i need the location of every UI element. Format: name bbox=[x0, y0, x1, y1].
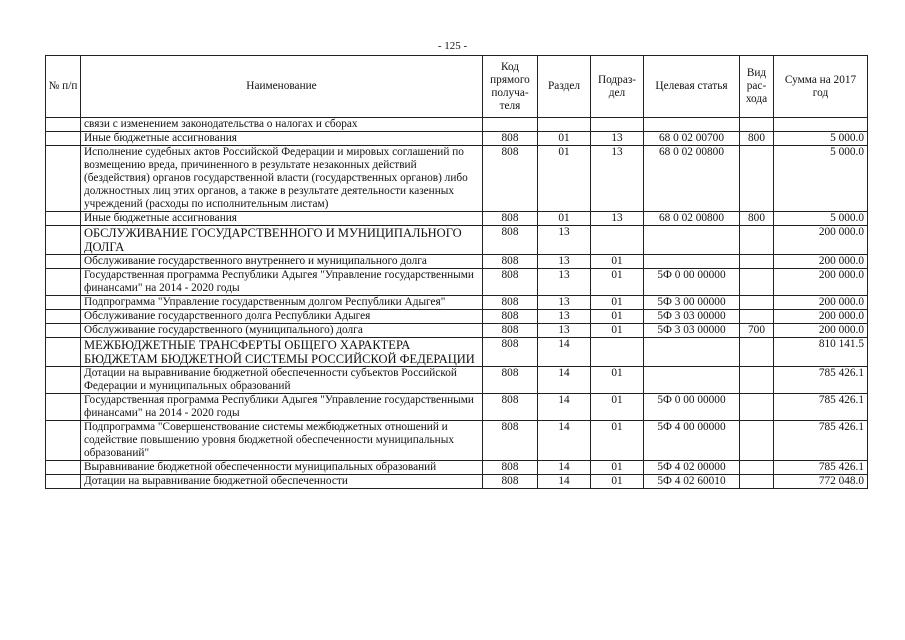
cell-num bbox=[46, 394, 81, 421]
header-num: № п/п bbox=[46, 56, 81, 118]
cell-razdel bbox=[538, 118, 591, 132]
cell-podrazdel bbox=[591, 226, 644, 255]
header-article: Целевая статья bbox=[644, 56, 740, 118]
cell-code: 808 bbox=[483, 367, 538, 394]
cell-article bbox=[644, 255, 740, 269]
cell-vid bbox=[740, 118, 774, 132]
table-row bbox=[46, 367, 868, 394]
cell-podrazdel: 01 bbox=[591, 475, 644, 489]
cell-article: 5Ф 4 00 00000 bbox=[644, 421, 740, 461]
cell-sum: 785 426.1 bbox=[774, 394, 868, 421]
header-vid: Вид рас-хода bbox=[740, 56, 774, 118]
cell-podrazdel bbox=[591, 338, 644, 367]
cell-podrazdel: 01 bbox=[591, 461, 644, 475]
cell-name: Дотации на выравнивание бюджетной обеспеченности bbox=[81, 475, 483, 489]
cell-podrazdel: 01 bbox=[591, 255, 644, 269]
cell-num bbox=[46, 475, 81, 489]
cell-sum: 5 000.0 bbox=[774, 212, 868, 226]
table-row bbox=[46, 324, 868, 338]
cell-num bbox=[46, 118, 81, 132]
cell-vid: 800 bbox=[740, 212, 774, 226]
section-row bbox=[46, 338, 868, 367]
header-sum: Сумма на 2017 год bbox=[774, 56, 868, 118]
cell-code: 808 bbox=[483, 296, 538, 310]
cell-vid bbox=[740, 421, 774, 461]
cell-code bbox=[483, 118, 538, 132]
cell-vid bbox=[740, 310, 774, 324]
cell-num bbox=[46, 146, 81, 212]
table-row bbox=[46, 461, 868, 475]
cell-podrazdel bbox=[591, 118, 644, 132]
cell-sum: 785 426.1 bbox=[774, 461, 868, 475]
cell-razdel: 13 bbox=[538, 226, 591, 255]
cell-razdel: 14 bbox=[538, 475, 591, 489]
cell-article: 5Ф 4 02 60010 bbox=[644, 475, 740, 489]
cell-vid bbox=[740, 296, 774, 310]
cell-sum: 810 141.5 bbox=[774, 338, 868, 367]
cell-sum: 785 426.1 bbox=[774, 367, 868, 394]
cell-article: 5Ф 3 03 00000 bbox=[644, 310, 740, 324]
cell-podrazdel: 01 bbox=[591, 310, 644, 324]
cell-article bbox=[644, 338, 740, 367]
cell-num bbox=[46, 461, 81, 475]
cell-podrazdel: 13 bbox=[591, 132, 644, 146]
cell-vid bbox=[740, 475, 774, 489]
cell-name: Иные бюджетные ассигнования bbox=[81, 132, 483, 146]
header-podrazdel: Подраз-дел bbox=[591, 56, 644, 118]
cell-vid: 800 bbox=[740, 132, 774, 146]
cell-vid bbox=[740, 338, 774, 367]
cell-sum: 785 426.1 bbox=[774, 421, 868, 461]
table-row bbox=[46, 296, 868, 310]
cell-num bbox=[46, 132, 81, 146]
cell-vid bbox=[740, 226, 774, 255]
cell-podrazdel: 01 bbox=[591, 324, 644, 338]
cell-article bbox=[644, 118, 740, 132]
table-row bbox=[46, 212, 868, 226]
cell-article: 5Ф 3 03 00000 bbox=[644, 324, 740, 338]
cell-sum: 200 000.0 bbox=[774, 255, 868, 269]
cell-name: Подпрограмма "Совершенствование системы межбюджетных отношений и содействие повышению уровня бюджетной обеспеченности муниципальных образований" bbox=[81, 421, 483, 461]
cell-razdel: 01 bbox=[538, 132, 591, 146]
table-row bbox=[46, 255, 868, 269]
cell-name: Дотации на выравнивание бюджетной обеспеченности субъектов Российской Федерации и муниципальных образований bbox=[81, 367, 483, 394]
cell-razdel: 01 bbox=[538, 212, 591, 226]
cell-name: Выравнивание бюджетной обеспеченности муниципальных образований bbox=[81, 461, 483, 475]
cell-num bbox=[46, 269, 81, 296]
cell-name: Государственная программа Республики Адыгея "Управление государственными финансами" на 2014 - 2020 годы bbox=[81, 394, 483, 421]
cell-podrazdel: 01 bbox=[591, 269, 644, 296]
cell-razdel: 14 bbox=[538, 461, 591, 475]
cell-sum: 200 000.0 bbox=[774, 310, 868, 324]
cell-sum: 5 000.0 bbox=[774, 146, 868, 212]
cell-article: 5Ф 0 00 00000 bbox=[644, 269, 740, 296]
table-row bbox=[46, 118, 868, 132]
cell-num bbox=[46, 324, 81, 338]
cell-razdel: 13 bbox=[538, 310, 591, 324]
table-row bbox=[46, 132, 868, 146]
cell-code: 808 bbox=[483, 421, 538, 461]
cell-podrazdel: 01 bbox=[591, 421, 644, 461]
cell-name: Исполнение судебных актов Российской Федерации и мировых соглашений по возмещению вреда, причиненного в результате незаконных действий (бездействия) органов государственной власти (государственных органов) либо должностных лиц этих органов, а также в результате деятельности казенных учреждений (расходы по исполнительным листам) bbox=[81, 146, 483, 212]
cell-article: 5Ф 4 02 00000 bbox=[644, 461, 740, 475]
cell-code: 808 bbox=[483, 475, 538, 489]
cell-num bbox=[46, 310, 81, 324]
cell-podrazdel: 01 bbox=[591, 296, 644, 310]
cell-article bbox=[644, 367, 740, 394]
cell-code: 808 bbox=[483, 255, 538, 269]
cell-vid bbox=[740, 461, 774, 475]
cell-name: Обслуживание государственного долга Республики Адыгея bbox=[81, 310, 483, 324]
cell-article bbox=[644, 226, 740, 255]
cell-podrazdel: 13 bbox=[591, 212, 644, 226]
cell-num bbox=[46, 367, 81, 394]
cell-razdel: 14 bbox=[538, 367, 591, 394]
cell-name: связи с изменением законодательства о налогах и сборах bbox=[81, 118, 483, 132]
cell-vid bbox=[740, 146, 774, 212]
cell-num bbox=[46, 212, 81, 226]
cell-num bbox=[46, 255, 81, 269]
cell-num bbox=[46, 338, 81, 367]
cell-sum: 772 048.0 bbox=[774, 475, 868, 489]
cell-name: Государственная программа Республики Адыгея "Управление государственными финансами" на 2014 - 2020 годы bbox=[81, 269, 483, 296]
cell-vid bbox=[740, 367, 774, 394]
cell-vid: 700 bbox=[740, 324, 774, 338]
cell-code: 808 bbox=[483, 132, 538, 146]
cell-sum bbox=[774, 118, 868, 132]
cell-vid bbox=[740, 269, 774, 296]
cell-article: 5Ф 3 00 00000 bbox=[644, 296, 740, 310]
cell-code: 808 bbox=[483, 146, 538, 212]
table-row bbox=[46, 475, 868, 489]
cell-num bbox=[46, 421, 81, 461]
cell-name: ОБСЛУЖИВАНИЕ ГОСУДАРСТВЕННОГО И МУНИЦИПАЛЬНОГО ДОЛГА bbox=[81, 226, 483, 255]
cell-code: 808 bbox=[483, 461, 538, 475]
table-row bbox=[46, 394, 868, 421]
cell-sum: 200 000.0 bbox=[774, 296, 868, 310]
table-row bbox=[46, 269, 868, 296]
table-header-row bbox=[46, 56, 868, 118]
cell-num bbox=[46, 296, 81, 310]
table-row bbox=[46, 310, 868, 324]
cell-sum: 5 000.0 bbox=[774, 132, 868, 146]
cell-sum: 200 000.0 bbox=[774, 226, 868, 255]
cell-podrazdel: 13 bbox=[591, 146, 644, 212]
cell-razdel: 14 bbox=[538, 421, 591, 461]
cell-article: 68 0 02 00700 bbox=[644, 132, 740, 146]
cell-code: 808 bbox=[483, 310, 538, 324]
budget-table bbox=[45, 55, 868, 489]
cell-code: 808 bbox=[483, 212, 538, 226]
cell-razdel: 14 bbox=[538, 338, 591, 367]
table-row bbox=[46, 421, 868, 461]
cell-code: 808 bbox=[483, 324, 538, 338]
cell-razdel: 13 bbox=[538, 296, 591, 310]
cell-vid bbox=[740, 394, 774, 421]
cell-name: Обслуживание государственного внутреннего и муниципального долга bbox=[81, 255, 483, 269]
cell-vid bbox=[740, 255, 774, 269]
cell-sum: 200 000.0 bbox=[774, 269, 868, 296]
cell-name: Подпрограмма "Управление государственным долгом Республики Адыгея" bbox=[81, 296, 483, 310]
cell-podrazdel: 01 bbox=[591, 367, 644, 394]
cell-razdel: 13 bbox=[538, 269, 591, 296]
header-code: Код прямого получа-теля bbox=[483, 56, 538, 118]
cell-sum: 200 000.0 bbox=[774, 324, 868, 338]
cell-razdel: 13 bbox=[538, 324, 591, 338]
cell-code: 808 bbox=[483, 269, 538, 296]
cell-code: 808 bbox=[483, 394, 538, 421]
cell-article: 5Ф 0 00 00000 bbox=[644, 394, 740, 421]
header-razdel: Раздел bbox=[538, 56, 591, 118]
cell-razdel: 01 bbox=[538, 146, 591, 212]
cell-name: Обслуживание государственного (муниципального) долга bbox=[81, 324, 483, 338]
header-name: Наименование bbox=[81, 56, 483, 118]
cell-name: МЕЖБЮДЖЕТНЫЕ ТРАНСФЕРТЫ ОБЩЕГО ХАРАКТЕРА БЮДЖЕТАМ БЮДЖЕТНОЙ СИСТЕМЫ РОССИЙСКОЙ ФЕДЕРАЦИИ bbox=[81, 338, 483, 367]
cell-code: 808 bbox=[483, 226, 538, 255]
cell-podrazdel: 01 bbox=[591, 394, 644, 421]
cell-article: 68 0 02 00800 bbox=[644, 146, 740, 212]
table-row bbox=[46, 146, 868, 212]
cell-razdel: 14 bbox=[538, 394, 591, 421]
page-number: - 125 - bbox=[437, 40, 468, 52]
cell-num bbox=[46, 226, 81, 255]
cell-razdel: 13 bbox=[538, 255, 591, 269]
cell-name: Иные бюджетные ассигнования bbox=[81, 212, 483, 226]
section-row bbox=[46, 226, 868, 255]
cell-article: 68 0 02 00800 bbox=[644, 212, 740, 226]
cell-code: 808 bbox=[483, 338, 538, 367]
